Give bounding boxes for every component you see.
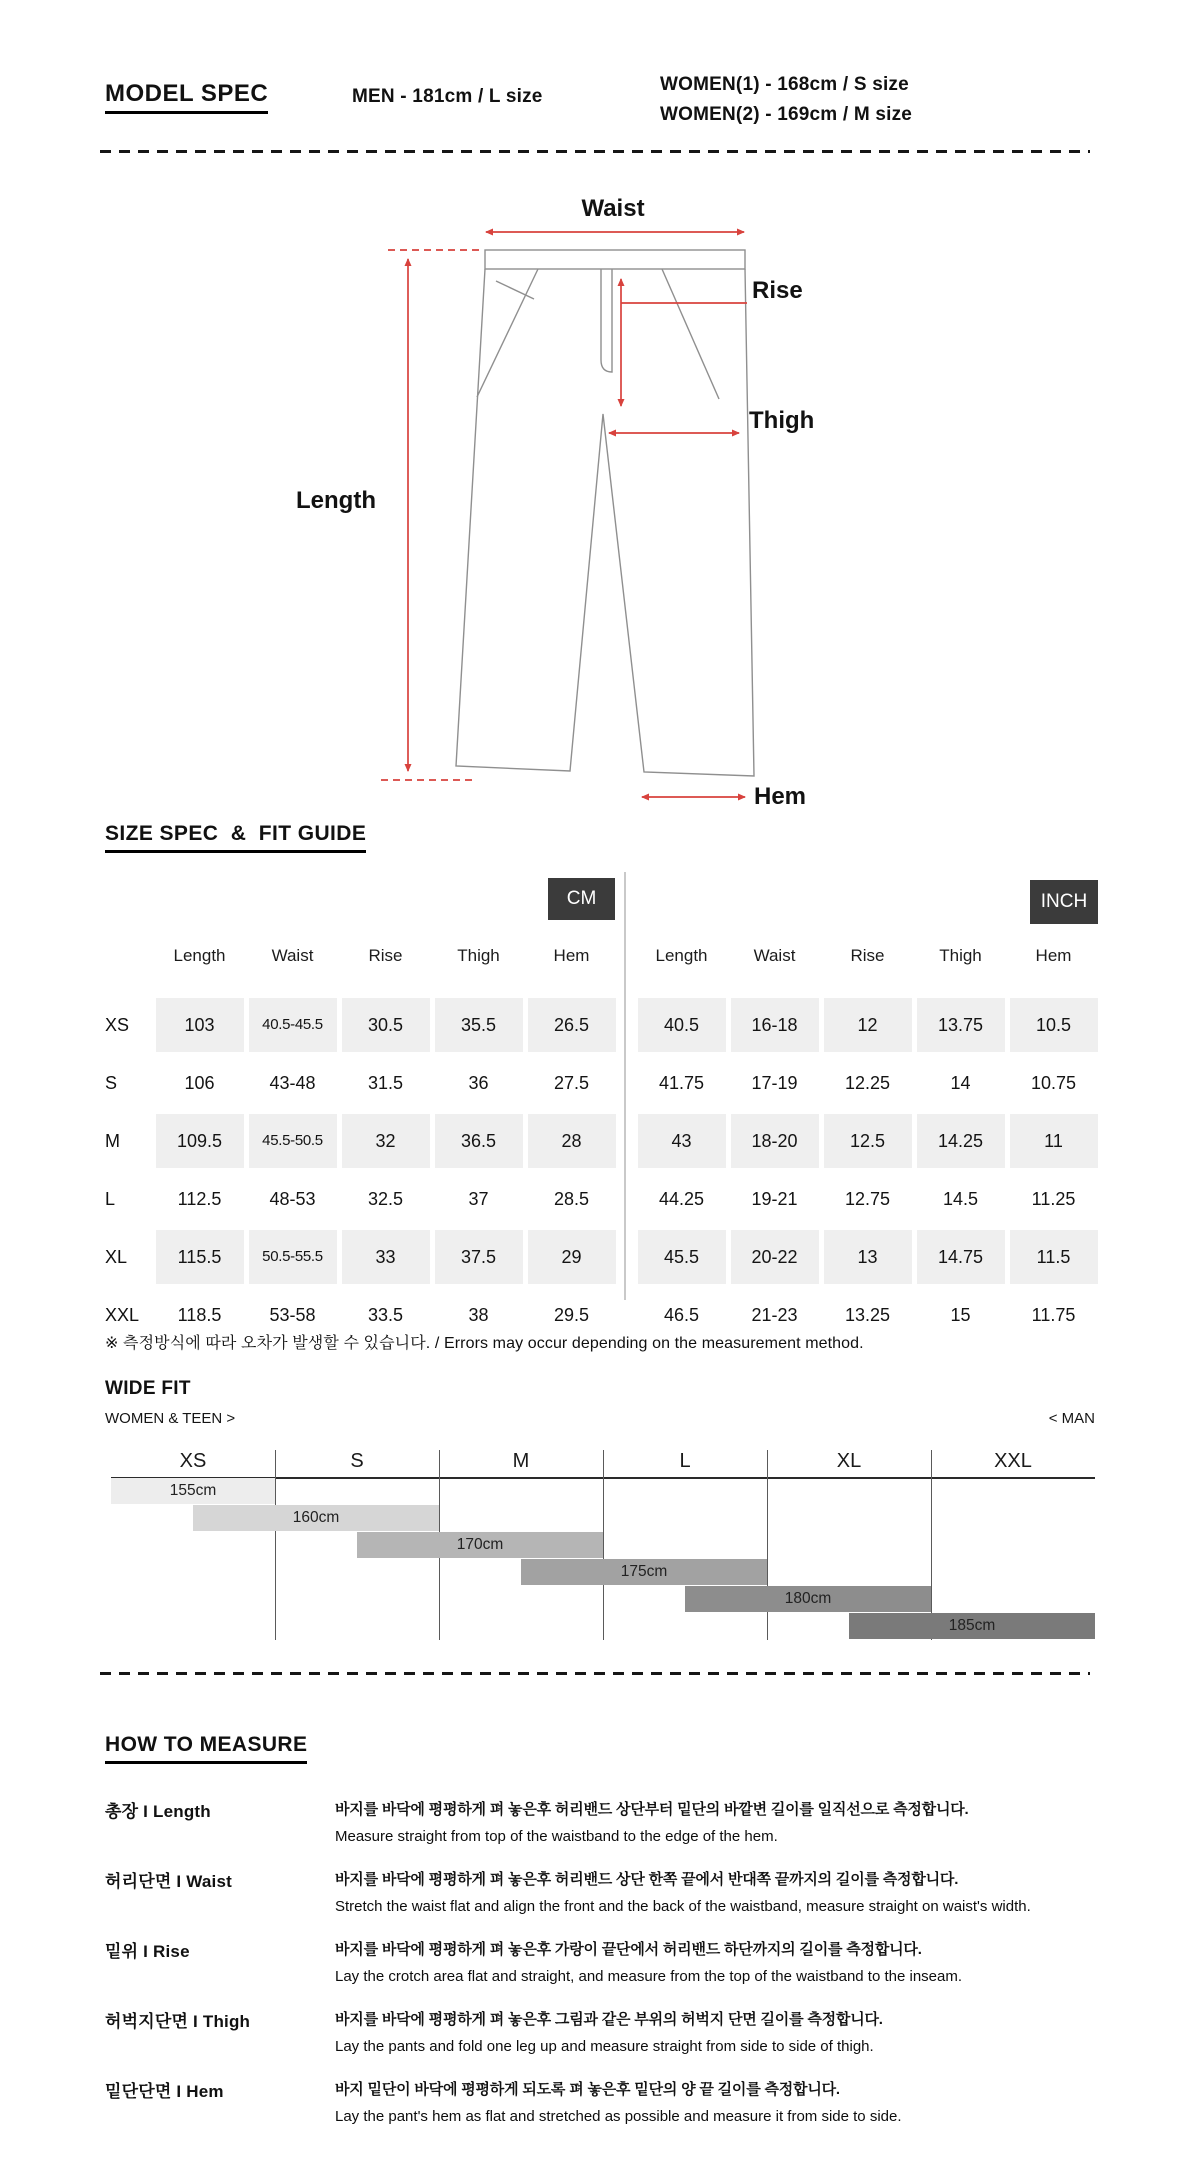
- table-cell: [339, 1112, 432, 1170]
- table-cell-value: 18-20: [731, 1114, 819, 1168]
- unit-badge-inch: INCH: [1030, 880, 1098, 924]
- size-label-s: S: [105, 1072, 118, 1093]
- column-header-length: Length: [655, 946, 708, 965]
- measure-row-label: 허리단면 I Waist: [105, 1872, 232, 1891]
- left-pocket-seam: [477, 269, 538, 397]
- measure-description-english: Stretch the waist flat and align the front and the back of the waistband, measure straight on waist's width.: [335, 1898, 1031, 1915]
- size-label-xl: XL: [105, 1246, 128, 1267]
- table-cell-value: 31.5: [367, 1073, 404, 1093]
- table-cell-value: 43-48: [269, 1073, 316, 1093]
- table-cell: [728, 1228, 821, 1286]
- table-cell: [525, 1228, 618, 1286]
- table-cell-value: 41.75: [658, 1073, 705, 1093]
- fit-range-chart: [111, 1450, 1095, 1665]
- rise-label: Rise: [752, 277, 803, 304]
- measure-row: [105, 2072, 1100, 2142]
- chart-bar-160cm: 160cm: [193, 1505, 439, 1531]
- model-spec-title: MODEL SPEC: [105, 80, 268, 114]
- measure-row-label: 허벅지단면 I Thigh: [105, 2012, 251, 2031]
- measure-row: [105, 1862, 1100, 1932]
- table-cell-value: 115.5: [156, 1230, 244, 1284]
- table-cell-value: 40.5: [638, 998, 726, 1052]
- column-header-thigh: Thigh: [939, 946, 982, 965]
- size-label-m: M: [105, 1130, 120, 1151]
- table-cell: [635, 1228, 728, 1286]
- waistband: [485, 250, 745, 269]
- table-cell-value: 103: [156, 998, 244, 1052]
- length-label: Length: [296, 487, 376, 514]
- measure-row-label: 밑단단면 I Hem: [105, 2082, 224, 2101]
- table-cell: [246, 1228, 339, 1286]
- table-cell-value: 11.75: [1031, 1305, 1076, 1325]
- chart-column-divider: [275, 1450, 276, 1640]
- table-cell: [728, 1112, 821, 1170]
- measure-description-english: Measure straight from top of the waistband to the edge of the hem.: [335, 1828, 778, 1845]
- table-cell: [153, 1228, 246, 1286]
- size-spec-title: SIZE SPEC & FIT GUIDE: [105, 822, 366, 853]
- table-cell: [728, 996, 821, 1054]
- table-cell-value: 20-22: [731, 1230, 819, 1284]
- right-pocket-seam: [662, 269, 719, 399]
- table-cell-value: 19-21: [751, 1189, 798, 1209]
- table-cell: [821, 1054, 914, 1112]
- table-cell-value: 48-53: [269, 1189, 316, 1209]
- table-cell: [153, 1170, 246, 1228]
- how-to-measure-title: HOW TO MEASURE: [105, 1733, 307, 1764]
- chart-bar-185cm: 185cm: [849, 1613, 1095, 1639]
- chart-category-l: L: [679, 1450, 691, 1472]
- table-cell: [153, 1054, 246, 1112]
- table-cell: [914, 1112, 1007, 1170]
- table-cell-value: 12.5: [824, 1114, 912, 1168]
- chart-bar-180cm: 180cm: [685, 1586, 931, 1612]
- hem-label: Hem: [754, 783, 807, 810]
- table-cell-value: 11: [1010, 1114, 1098, 1168]
- table-cell-value: 106: [184, 1073, 215, 1093]
- table-cell: [246, 1112, 339, 1170]
- table-cell: [914, 1054, 1007, 1112]
- pants-outline: [456, 250, 754, 776]
- table-cell-value: 30.5: [342, 998, 430, 1052]
- table-cell-value: 16-18: [731, 998, 819, 1052]
- table-cell: [153, 996, 246, 1054]
- table-cell: [525, 1054, 618, 1112]
- pants-measure-diagram: [0, 170, 1200, 820]
- pants-body: [456, 269, 754, 776]
- column-header-waist: Waist: [753, 946, 796, 965]
- table-cell-value: 11.5: [1010, 1230, 1098, 1284]
- chart-category-xs: XS: [179, 1450, 207, 1472]
- table-cell: [821, 996, 914, 1054]
- table-cell-value: 21-23: [751, 1305, 798, 1325]
- column-header-waist: Waist: [271, 946, 314, 965]
- tables-vertical-divider: [624, 872, 626, 1300]
- measure-row-description: [335, 1932, 1100, 1985]
- size-label-xxl: XXL: [105, 1304, 140, 1325]
- measure-row-description: [335, 1792, 1100, 1845]
- measure-arrows: [381, 232, 747, 797]
- chart-category-m: M: [512, 1450, 530, 1472]
- table-cell: [1007, 1112, 1100, 1170]
- table-cell: [635, 1170, 728, 1228]
- chart-bar-170cm: 170cm: [357, 1532, 603, 1558]
- measure-row-description: [335, 2072, 1100, 2125]
- model-spec-women-2: WOMEN(2) - 169cm / M size: [660, 104, 913, 125]
- table-cell: [1007, 1286, 1100, 1344]
- table-cell-value: 109.5: [156, 1114, 244, 1168]
- measure-row-description: [335, 1862, 1100, 1915]
- size-label-xs: XS: [105, 1014, 130, 1035]
- chart-bar-175cm: 175cm: [521, 1559, 767, 1585]
- model-spec-women: [660, 70, 912, 130]
- unit-badge-cm: CM: [548, 878, 615, 920]
- chart-category-xxl: XXL: [994, 1450, 1032, 1472]
- column-header-rise: Rise: [850, 946, 885, 965]
- table-cell: [246, 996, 339, 1054]
- table-cell-value: 33: [342, 1230, 430, 1284]
- table-cell-value: 50.5-55.5: [249, 1230, 337, 1284]
- table-cell: [246, 1054, 339, 1112]
- chart-bar-155cm: 155cm: [111, 1478, 275, 1504]
- table-cell-value: 37: [468, 1189, 489, 1209]
- waist-label: Waist: [581, 195, 645, 222]
- fly-seam: [601, 269, 612, 372]
- table-cell: [914, 1170, 1007, 1228]
- table-cell: [432, 996, 525, 1054]
- table-cell-value: 28: [528, 1114, 616, 1168]
- table-cell: [635, 996, 728, 1054]
- table-cell: [339, 996, 432, 1054]
- table-cell-value: 32: [342, 1114, 430, 1168]
- measurement-note: ※ 측정방식에 따라 오차가 발생할 수 있습니다. / Errors may occur depending on the measurement method.: [105, 1335, 864, 1352]
- table-cell-value: 13.25: [844, 1305, 891, 1325]
- table-cell-value: 29.5: [553, 1305, 590, 1325]
- chart-category-xl: XL: [836, 1450, 862, 1472]
- column-header-hem: Hem: [553, 946, 590, 965]
- table-cell-value: 112.5: [177, 1189, 222, 1209]
- table-cell-value: 35.5: [435, 998, 523, 1052]
- table-cell: [525, 1170, 618, 1228]
- section-divider-top: [100, 150, 1090, 153]
- thigh-label: Thigh: [749, 407, 815, 434]
- table-cell: [1007, 1170, 1100, 1228]
- table-cell: [339, 1054, 432, 1112]
- measure-row: [105, 2002, 1100, 2072]
- measure-row-label: 총장 I Length: [105, 1802, 211, 1821]
- table-cell: [1007, 1054, 1100, 1112]
- table-cell-value: 13: [824, 1230, 912, 1284]
- table-cell-value: 46.5: [663, 1305, 700, 1325]
- how-to-measure-rows: [105, 1792, 1100, 2142]
- measure-description-korean: 바지를 바닥에 평평하게 펴 놓은후 그림과 같은 부위의 허벅지 단면 길이를 측정합니다.: [335, 2011, 883, 2028]
- table-cell: [339, 1228, 432, 1286]
- table-cell-value: 32.5: [367, 1189, 404, 1209]
- table-cell-value: 13.75: [917, 998, 1005, 1052]
- table-cell: [635, 1112, 728, 1170]
- table-cell-value: 118.5: [177, 1305, 222, 1325]
- column-header-rise: Rise: [368, 946, 403, 965]
- size-table-cm: [105, 938, 618, 1344]
- measure-row: [105, 1792, 1100, 1862]
- table-cell: [728, 1054, 821, 1112]
- table-cell-value: 38: [468, 1305, 489, 1325]
- measure-description-korean: 바지를 바닥에 평평하게 펴 놓은후 가랑이 끝단에서 허리밴드 하단까지의 길이를 측정합니다.: [335, 1941, 922, 1958]
- table-corner-cell: [105, 938, 153, 991]
- table-cell-value: 53-58: [269, 1305, 316, 1325]
- measure-description-korean: 바지를 바닥에 평평하게 펴 놓은후 허리밴드 상단 한쪽 끝에서 반대쪽 끝까지의 길이를 측정합니다.: [335, 1871, 959, 1888]
- model-spec-men: MEN - 181cm / L size: [352, 86, 543, 107]
- table-cell: [339, 1170, 432, 1228]
- measure-description-korean: 바지 밑단이 바닥에 평평하게 되도록 펴 놓은후 밑단의 양 끝 길이를 측정합니다.: [335, 2081, 840, 2098]
- table-cell-value: 27.5: [553, 1073, 590, 1093]
- table-cell-value: 12.75: [844, 1189, 891, 1209]
- table-cell-value: 29: [528, 1230, 616, 1284]
- table-cell-value: 14: [950, 1073, 971, 1093]
- table-cell: [432, 1170, 525, 1228]
- wide-fit-title: WIDE FIT: [105, 1378, 191, 1399]
- table-cell-value: 36: [468, 1073, 489, 1093]
- table-cell: [432, 1112, 525, 1170]
- table-cell: [246, 1170, 339, 1228]
- table-cell-value: 28.5: [553, 1189, 590, 1209]
- column-header-thigh: Thigh: [457, 946, 500, 965]
- size-table-inch: [635, 938, 1100, 1344]
- table-cell-value: 45.5: [638, 1230, 726, 1284]
- measure-description-korean: 바지를 바닥에 평평하게 펴 놓은후 허리밴드 상단부터 밑단의 바깥변 길이를 일직선으로 측정합니다.: [335, 1801, 969, 1818]
- table-cell-value: 14.5: [942, 1189, 979, 1209]
- table-cell: [914, 1286, 1007, 1344]
- table-cell: [914, 1228, 1007, 1286]
- model-spec-women-1: WOMEN(1) - 168cm / S size: [660, 74, 909, 95]
- fit-caption-women-teen: WOMEN & TEEN >: [105, 1410, 236, 1427]
- table-cell-value: 37.5: [435, 1230, 523, 1284]
- table-cell: [914, 996, 1007, 1054]
- table-cell-value: 10.5: [1010, 998, 1098, 1052]
- table-cell-value: 43: [638, 1114, 726, 1168]
- table-cell-value: 26.5: [528, 998, 616, 1052]
- column-header-length: Length: [173, 946, 226, 965]
- table-cell-value: 45.5-50.5: [249, 1114, 337, 1168]
- column-header-hem: Hem: [1035, 946, 1072, 965]
- section-divider-bottom: [100, 1672, 1090, 1675]
- fit-caption-man: < MAN: [1048, 1410, 1095, 1427]
- table-cell: [728, 1170, 821, 1228]
- table-cell-value: 36.5: [435, 1114, 523, 1168]
- table-cell: [153, 1112, 246, 1170]
- table-cell: [821, 1228, 914, 1286]
- size-label-l: L: [105, 1188, 116, 1209]
- table-cell: [525, 1112, 618, 1170]
- table-cell: [1007, 1228, 1100, 1286]
- table-cell: [432, 1054, 525, 1112]
- table-cell: [432, 1228, 525, 1286]
- table-cell-value: 12.25: [844, 1073, 891, 1093]
- table-cell-value: 14.25: [917, 1114, 1005, 1168]
- measure-description-english: Lay the crotch area flat and straight, and measure from the top of the waistband to the inseam.: [335, 1968, 963, 1985]
- table-cell-value: 33.5: [367, 1305, 404, 1325]
- measure-row: [105, 1932, 1100, 2002]
- table-cell: [821, 1112, 914, 1170]
- table-cell-value: 14.75: [917, 1230, 1005, 1284]
- chart-column-divider: [931, 1450, 932, 1640]
- measure-description-english: Lay the pant's hem as flat and stretched as possible and measure it from side to side.: [335, 2108, 902, 2125]
- table-cell-value: 15: [950, 1305, 971, 1325]
- table-cell: [1007, 996, 1100, 1054]
- chart-column-divider: [603, 1450, 604, 1640]
- table-cell-value: 44.25: [658, 1189, 705, 1209]
- measure-row-label: 밑위 I Rise: [105, 1942, 190, 1961]
- table-cell: [635, 1054, 728, 1112]
- table-cell-value: 12: [824, 998, 912, 1052]
- chart-category-s: S: [350, 1450, 364, 1472]
- table-cell: [821, 1170, 914, 1228]
- table-cell-value: 11.25: [1031, 1189, 1076, 1209]
- measure-description-english: Lay the pants and fold one leg up and measure straight from side to side of thigh.: [335, 2038, 874, 2055]
- table-cell-value: 10.75: [1030, 1073, 1077, 1093]
- measure-row-description: [335, 2002, 1100, 2055]
- table-cell-value: 17-19: [751, 1073, 798, 1093]
- table-cell: [525, 996, 618, 1054]
- table-cell-value: 40.5-45.5: [249, 998, 337, 1052]
